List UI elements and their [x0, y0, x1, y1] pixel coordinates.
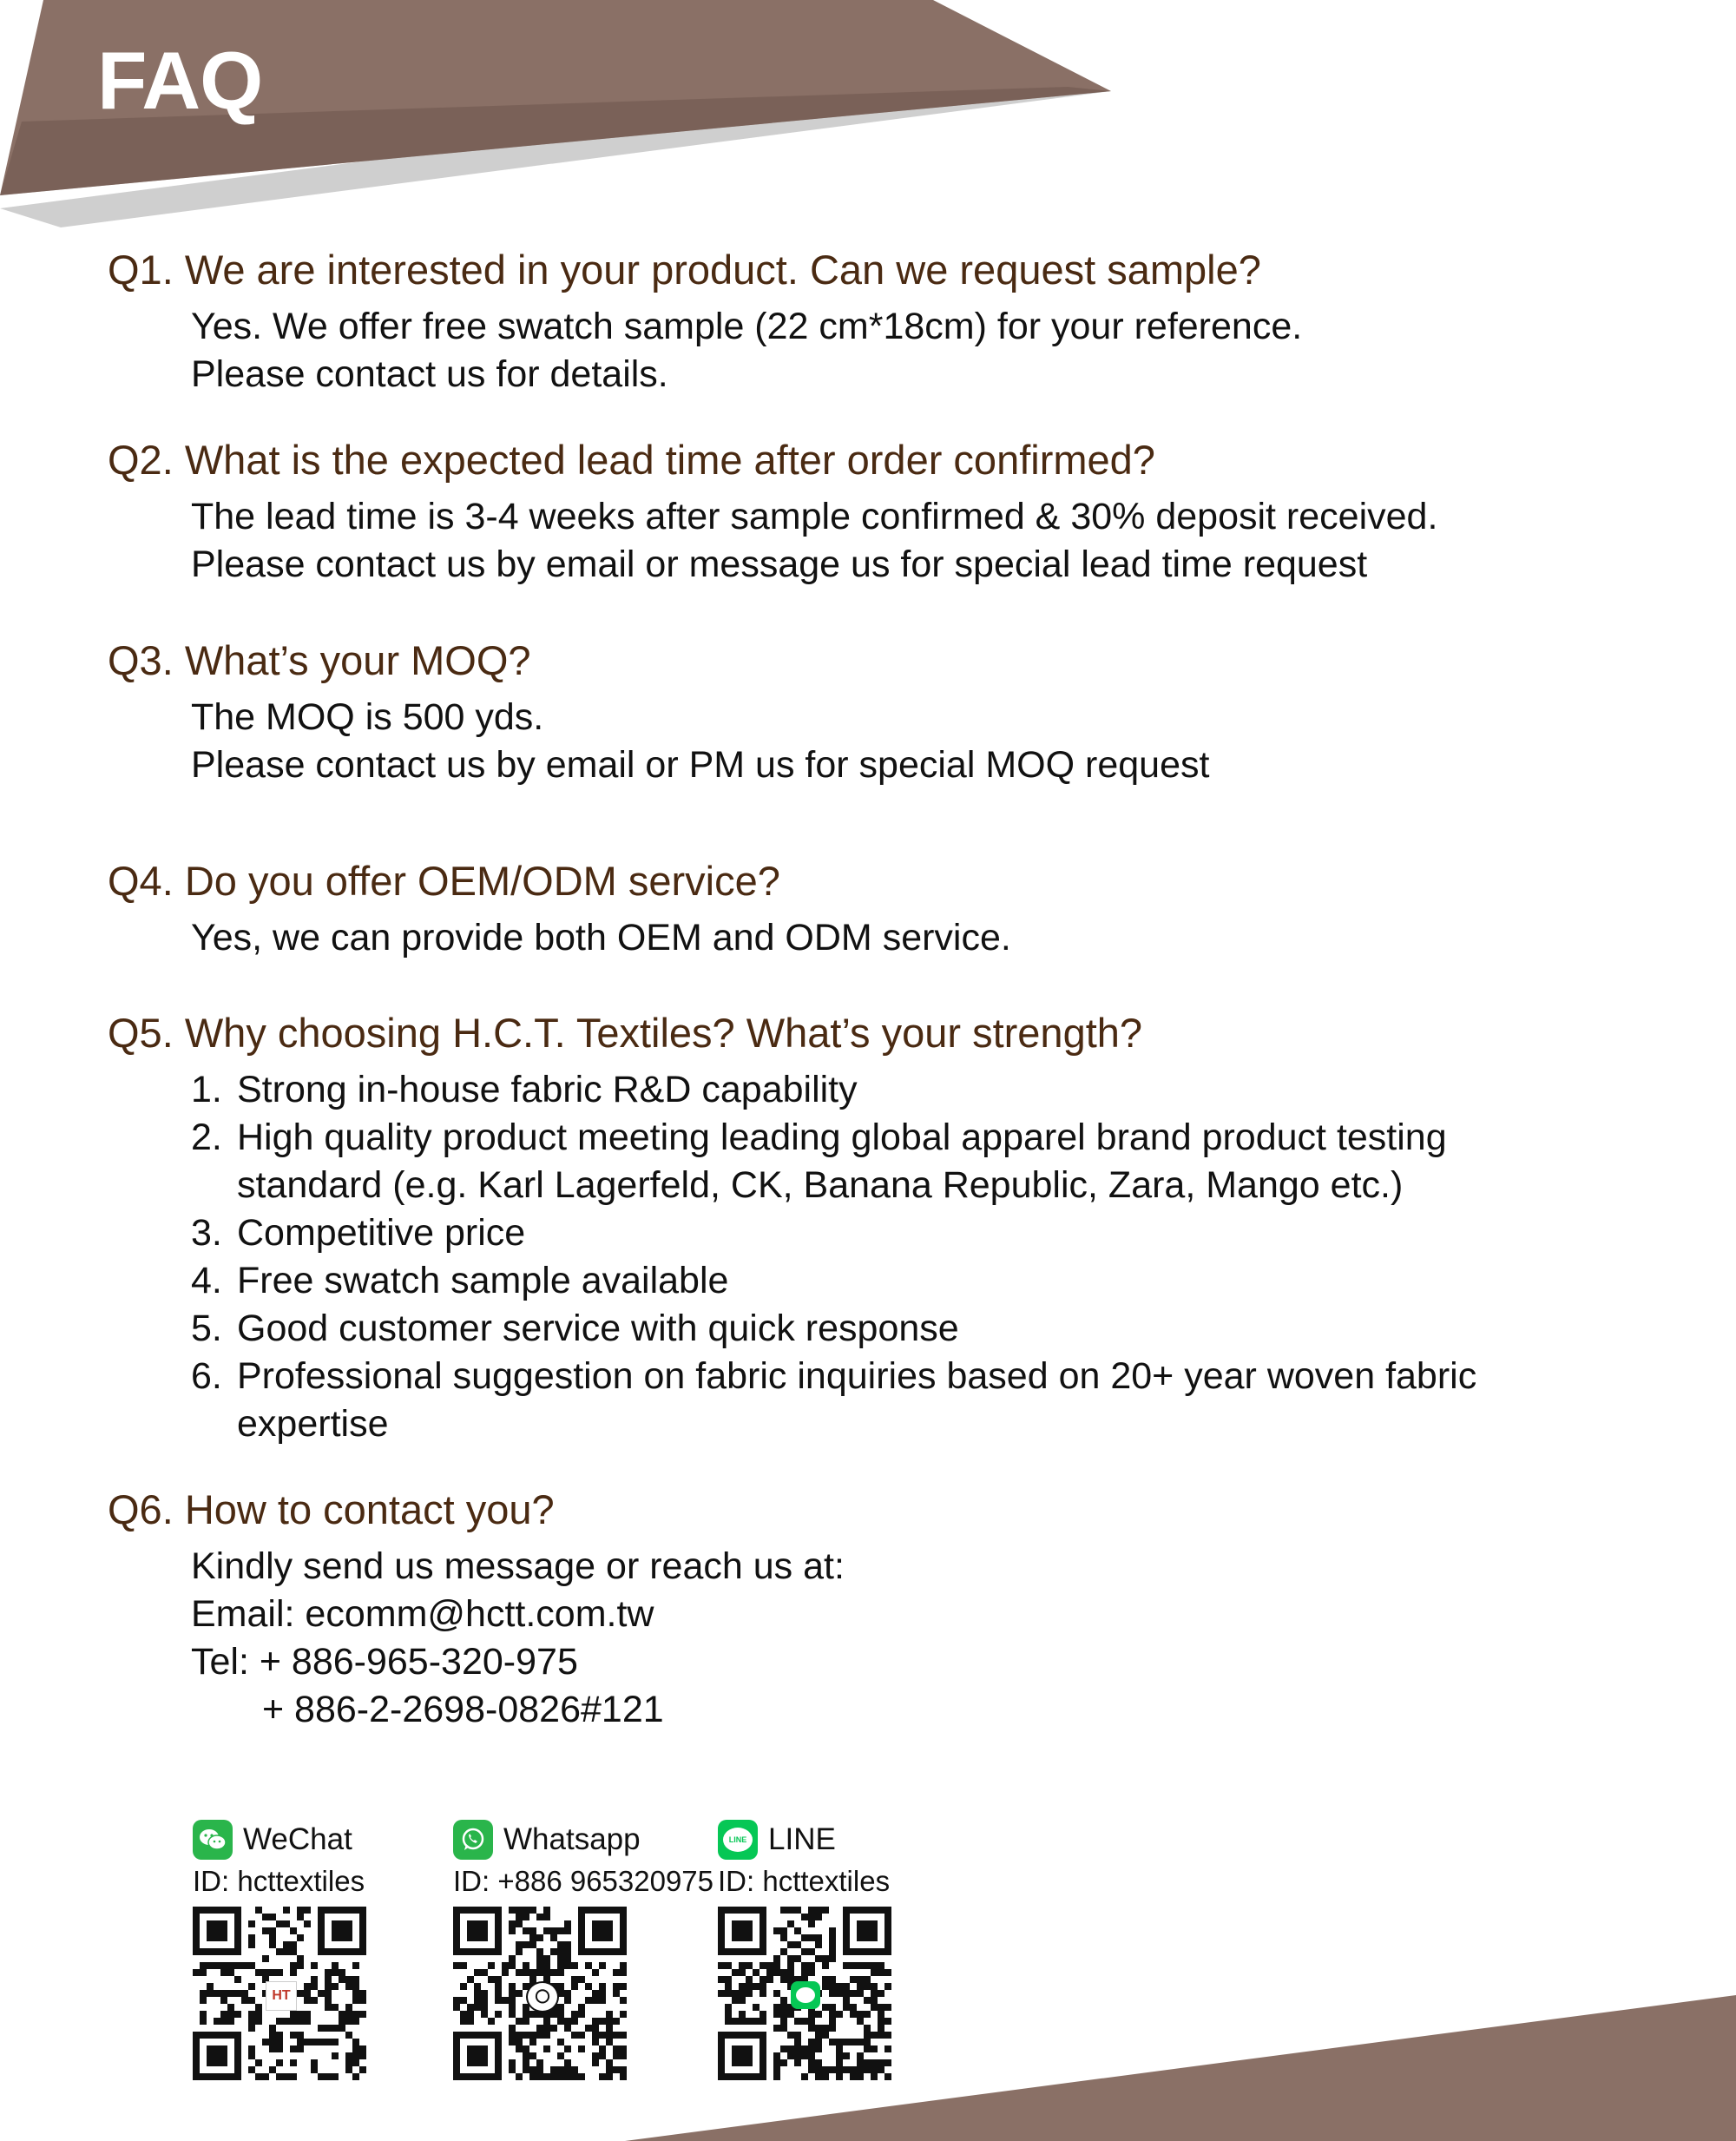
answer-line: Please contact us by email or PM us for special MOQ request: [191, 744, 1210, 786]
brand-logo-badge: HT: [266, 1981, 297, 2011]
question-q4: Q4. Do you offer OEM/ODM service?: [108, 858, 780, 904]
list-item: 1. Strong in-house fabric R&D capability: [191, 1069, 858, 1110]
list-item: 3. Competitive price: [191, 1212, 526, 1254]
app-id: ID: +886 965320975: [453, 1865, 714, 1897]
app-name: LINE: [768, 1822, 836, 1856]
contact-whatsapp: [453, 1816, 713, 2080]
wechat-qr-code[interactable]: [193, 1907, 366, 2080]
question-q2: Q2. What is the expected lead time after order confirmed?: [108, 437, 1155, 483]
email-text[interactable]: Email: ecomm@hctt.com.tw: [191, 1593, 654, 1635]
strength-list: [191, 1066, 1618, 1448]
list-item: 6. Professional suggestion on fabric inquiries based on 20+ year woven fabric expertise: [191, 1355, 1477, 1445]
answer-q1: [191, 303, 1618, 399]
app-name: Whatsapp: [503, 1822, 641, 1856]
faq-item-q1: [108, 246, 1618, 399]
tel-text-secondary[interactable]: + 886-2-2698-0826#121: [262, 1689, 664, 1730]
contact-wechat: [193, 1816, 453, 2080]
answer-line: Kindly send us message or reach us at:: [191, 1545, 845, 1587]
page-title: FAQ: [97, 35, 263, 126]
question-q5: Q5. Why choosing H.C.T. Textiles? What’s your strength?: [108, 1010, 1143, 1056]
list-item: 5. Good customer service with quick response: [191, 1308, 959, 1349]
list-item: 2. High quality product meeting leading global apparel brand product testing standard (e.g. Karl Lagerfeld, CK, Banana Republic, Zara, Mango etc.): [191, 1117, 1447, 1206]
answer-q2: [191, 493, 1618, 589]
question-q1: Q1. We are interested in your product. Can we request sample?: [108, 247, 1261, 293]
contact-apps: [193, 1816, 1147, 2085]
faq-item-q6: [108, 1486, 1618, 1734]
answer-q3: [191, 694, 1618, 789]
faq-content: [108, 246, 1618, 1734]
faq-item-q3: [108, 636, 1618, 789]
wechat-icon: [193, 1820, 233, 1860]
whatsapp-icon: [453, 1820, 493, 1860]
answer-line: Please contact us for details.: [191, 353, 668, 395]
question-q6: Q6. How to contact you?: [108, 1486, 555, 1532]
whatsapp-icon: [526, 1981, 559, 2013]
faq-item-q5: [108, 1009, 1618, 1448]
answer-line: Please contact us by email or message us for special lead time request: [191, 543, 1368, 585]
contact-line: [718, 1816, 978, 2080]
answer-q4: [191, 914, 1618, 962]
answer-line: Yes. We offer free swatch sample (22 cm*18cm) for your reference.: [191, 306, 1303, 347]
line-icon: LINE: [718, 1820, 758, 1860]
tel-text[interactable]: Tel: + 886-965-320-975: [191, 1641, 578, 1683]
app-id: ID: hcttextiles: [193, 1865, 365, 1897]
faq-item-q4: [108, 857, 1618, 962]
list-item: 4. Free swatch sample available: [191, 1260, 729, 1301]
line-qr-code[interactable]: [718, 1907, 891, 2080]
line-icon: [791, 1981, 820, 2009]
answer-line: The lead time is 3-4 weeks after sample confirmed & 30% deposit received.: [191, 496, 1438, 537]
app-name: WeChat: [243, 1822, 352, 1856]
question-q3: Q3. What’s your MOQ?: [108, 637, 531, 683]
answer-line: Yes, we can provide both OEM and ODM service.: [191, 917, 1011, 959]
answer-q6: [191, 1543, 1618, 1734]
whatsapp-qr-code[interactable]: [453, 1907, 627, 2080]
answer-line: The MOQ is 500 yds.: [191, 696, 544, 738]
faq-item-q2: [108, 436, 1618, 589]
app-id: ID: hcttextiles: [718, 1865, 891, 1897]
